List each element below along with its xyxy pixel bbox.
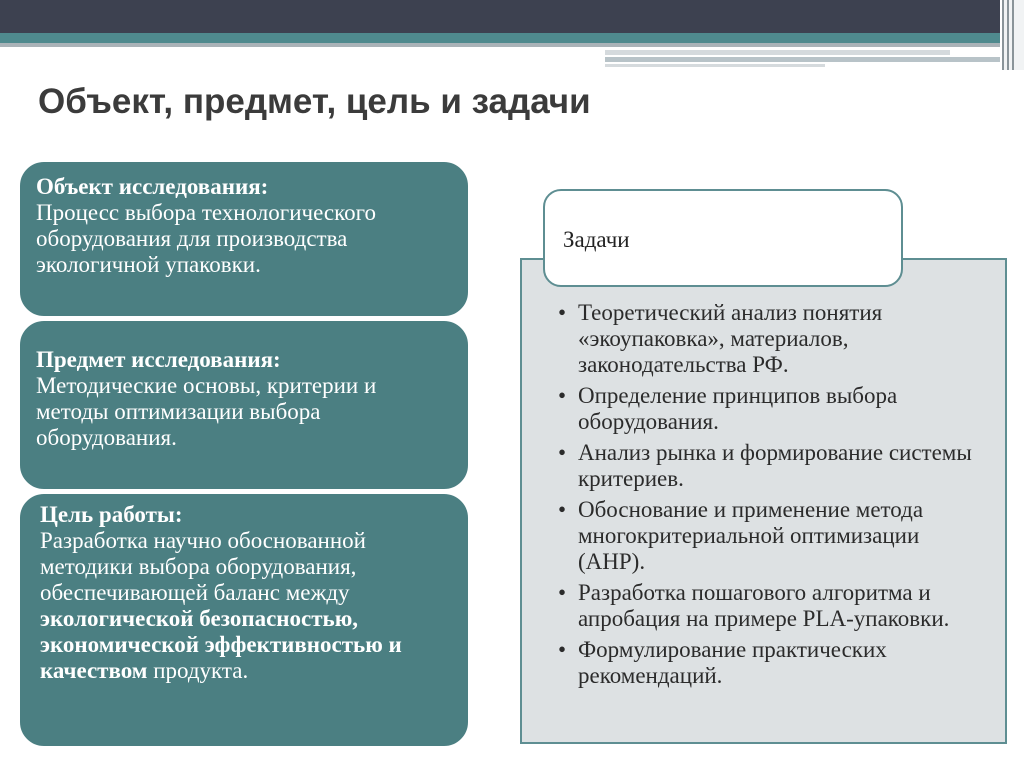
task-text: Анализ рынка и формирование системы критериев. [578, 440, 972, 491]
tasks-header [543, 189, 903, 287]
task-text: Формулирование практических рекомендаций. [578, 637, 887, 688]
object-heading: Объект исследования: [36, 174, 269, 199]
header-accent-line [605, 50, 950, 55]
header-bar-dark [0, 0, 1000, 33]
subject-card [18, 319, 470, 491]
page-edge-line [1002, 0, 1004, 70]
task-item [556, 580, 976, 632]
goal-text-end: продукта. [147, 658, 249, 683]
page-edge-line [1007, 0, 1009, 70]
goal-text-plain: Разработка научно обоснованной методики выбора оборудования, обеспечивающей баланс между [40, 528, 366, 605]
page-title: Объект, предмет, цель и задачи [38, 82, 591, 121]
bullet-icon: • [558, 383, 567, 408]
goal-heading: Цель работы: [40, 502, 183, 527]
header-bar-grey [0, 43, 1000, 47]
bullet-icon: • [558, 440, 567, 465]
header-bar-teal [0, 33, 1000, 43]
task-text: Определение принципов выбора оборудования. [578, 383, 898, 434]
task-item [556, 440, 976, 492]
task-text: Теоретический анализ понятия «экоупаковка», материалов, законодательства РФ. [578, 300, 883, 377]
subject-heading: Предмет исследования: [36, 347, 281, 372]
goal-text [40, 528, 452, 684]
object-text: Процесс выбора технологического оборудования для производства экологичной упаковки. [36, 200, 376, 277]
bullet-icon: • [558, 300, 567, 325]
task-text: Обоснование и применение метода многокритериальной оптимизации (AHP). [578, 497, 924, 574]
page-edge-line [1012, 0, 1014, 70]
bullet-icon: • [558, 580, 567, 605]
goal-text-bold: экологической безопасностью, экономической эффективностью и качеством [40, 606, 402, 683]
object-card [18, 160, 470, 318]
bullet-icon: • [558, 637, 567, 662]
goal-card [18, 492, 470, 748]
task-item [556, 383, 976, 435]
header-accent-line [605, 57, 1000, 62]
task-item [556, 497, 976, 575]
bullet-icon: • [558, 497, 567, 522]
tasks-heading: Задачи [563, 227, 630, 252]
subject-text: Методические основы, критерии и методы оптимизации выбора оборудования. [36, 373, 377, 450]
header-accent-line [605, 64, 825, 67]
tasks-list [556, 300, 976, 694]
task-item [556, 300, 976, 378]
task-item [556, 637, 976, 689]
task-text: Разработка пошагового алгоритма и апробация на примере PLA-упаковки. [578, 580, 950, 631]
